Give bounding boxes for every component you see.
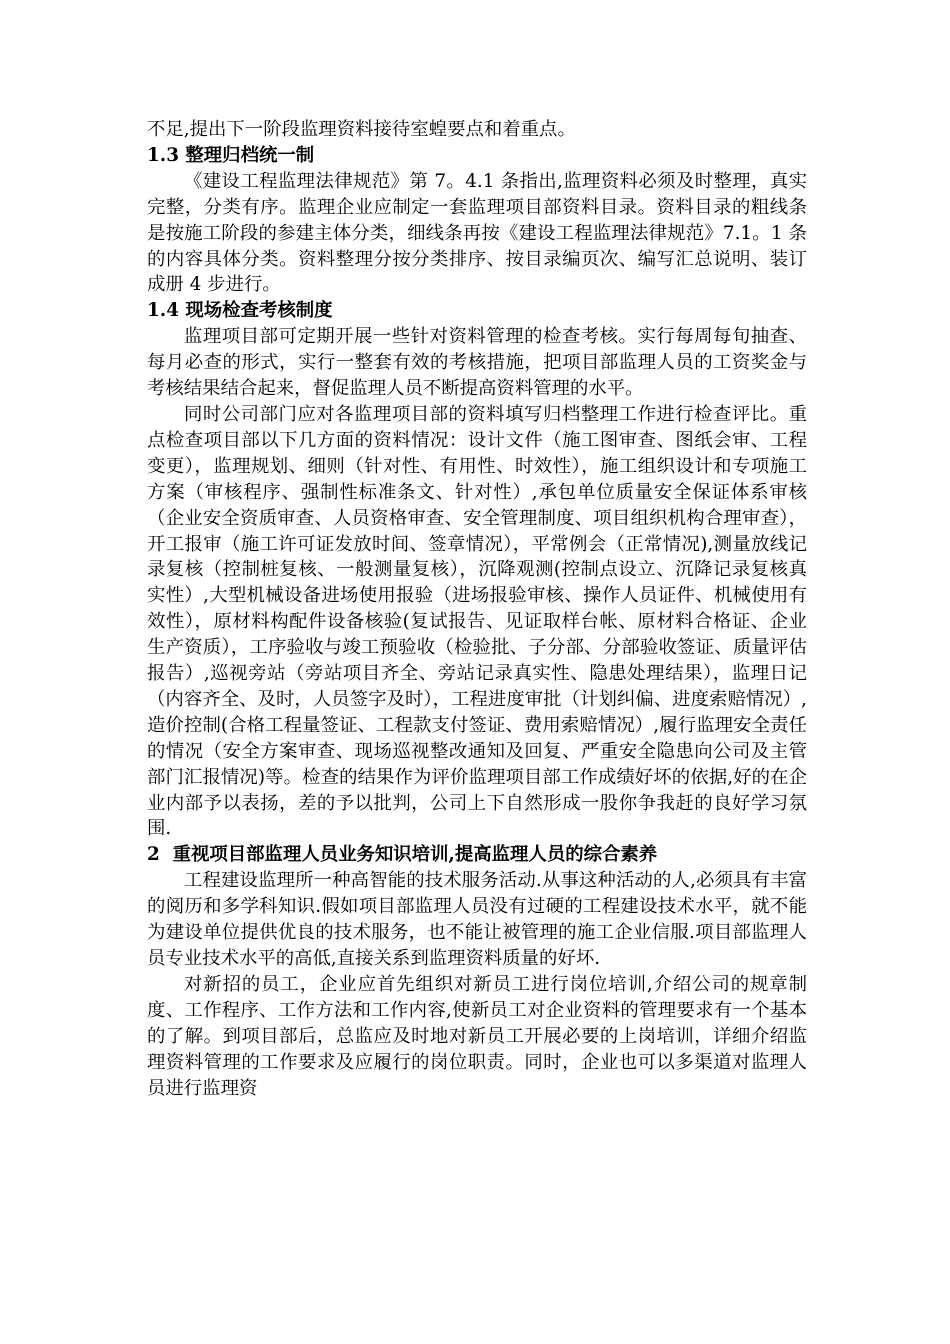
paragraph-training-new-staff: 对新招的员工，企业应首先组织对新员工进行岗位培训,介绍公司的规章制度、工作程序、工作方法和工作内容,使新员工对企业资料的管理要求有一个基本的了解。到项目部后，总监应及时地对新员工开展必要的上岗培训，详细介绍监理资料管理的工作要求及应履行的岗位职责。同时，企业也可以多渠道对监理人员进行监理资 — [147, 973, 807, 1099]
paragraph-inspection-company: 同时公司部门应对各监理项目部的资料填写归档整理工作进行检查评比。重点检查项目部以下几方面的资料情况：设计文件（施工图审查、图纸会审、工程变更），监理规划、细则（针对性、有用性、时效性），施工组织设计和专项施工方案（审核程序、强制性标准条文、针对性）,承包单位质量安全保证体系审核（企业安全资质审查、人员资格审查、安全管理制度、项目组织机构合理审查），开工报审（施工许可证发放时间、签章情况），平常例会（正常情况),测量放线记录复核（控制桩复核、一般测量复核），沉降观测(控制点设立、沉降记录复核真实性）,大型机械设备进场使用报验（进场报验审核、操作人员证件、机械使用有效性），原材料构配件设备核验(复试报告、见证取样台帐、原材料合格证、企业生产资质），工序验收与竣工预验收（检验批、子分部、分部验收签证、质量评估报告）,巡视旁站（旁站项目齐全、旁站记录真实性、隐患处理结果），监理日记（内容齐全、及时，人员签字及时），工程进度审批（计划纠偏、进度索赔情况）,造价控制(合格工程量签证、工程款支付签证、费用索赔情况）,履行监理安全责任的情况（安全方案审查、现场巡视整改通知及回复、严重安全隐患向公司及主管部门汇报情况)等。检查的结果作为评价监理项目部工作成绩好坏的依据,好的在企业内部予以表扬，差的予以批判，公司上下自然形成一股你争我赶的良好学习氛围. — [147, 403, 807, 840]
paragraph-inspection-periodic: 监理项目部可定期开展一些针对资料管理的检查考核。实行每周每旬抽查、每月必查的形式，实行一整套有效的考核措施，把项目部监理人员的工资奖金与考核结果结合起来，督促监理人员不断提高资料管理的水平。 — [147, 326, 807, 400]
paragraph-training-importance: 工程建设监理所一种高智能的技术服务活动.从事这种活动的人,必须具有丰富的阅历和多学科知识.假如项目部监理人员没有过硬的工程建设技术水平，就不能为建设单位提供优良的技术服务，也不能让被管理的施工企业信服.项目部监理人员专业技术水平的高低,直接关系到监理资料质量的好坏. — [147, 870, 807, 969]
section-heading-1-4: 1.4 现场检查考核制度 — [147, 300, 333, 322]
section-heading-2: 2 重视项目部监理人员业务知识培训,提高监理人员的综合素养 — [147, 844, 658, 866]
section-heading-1-3: 1.3 整理归档统一制 — [147, 144, 315, 166]
paragraph-archive-rules: 《建设工程监理法律规范》第 7。4.1 条指出,监理资料必须及时整理，真实完整，分类有序。监理企业应制定一套监理项目部资料目录。资料目录的粗线条是按施工阶段的参建主体分类，细线条再按《建设工程监理法律规范》7.1。1 条的内容具体分类。资料整理分按分类排序、按目录编页次、编写汇总说明、装订成册 4 步进行。 — [147, 170, 807, 296]
paragraph-intro: 不足,提出下一阶段监理资料接待室蝗要点和着重点。 — [147, 119, 576, 140]
document-body — [147, 117, 807, 1101]
